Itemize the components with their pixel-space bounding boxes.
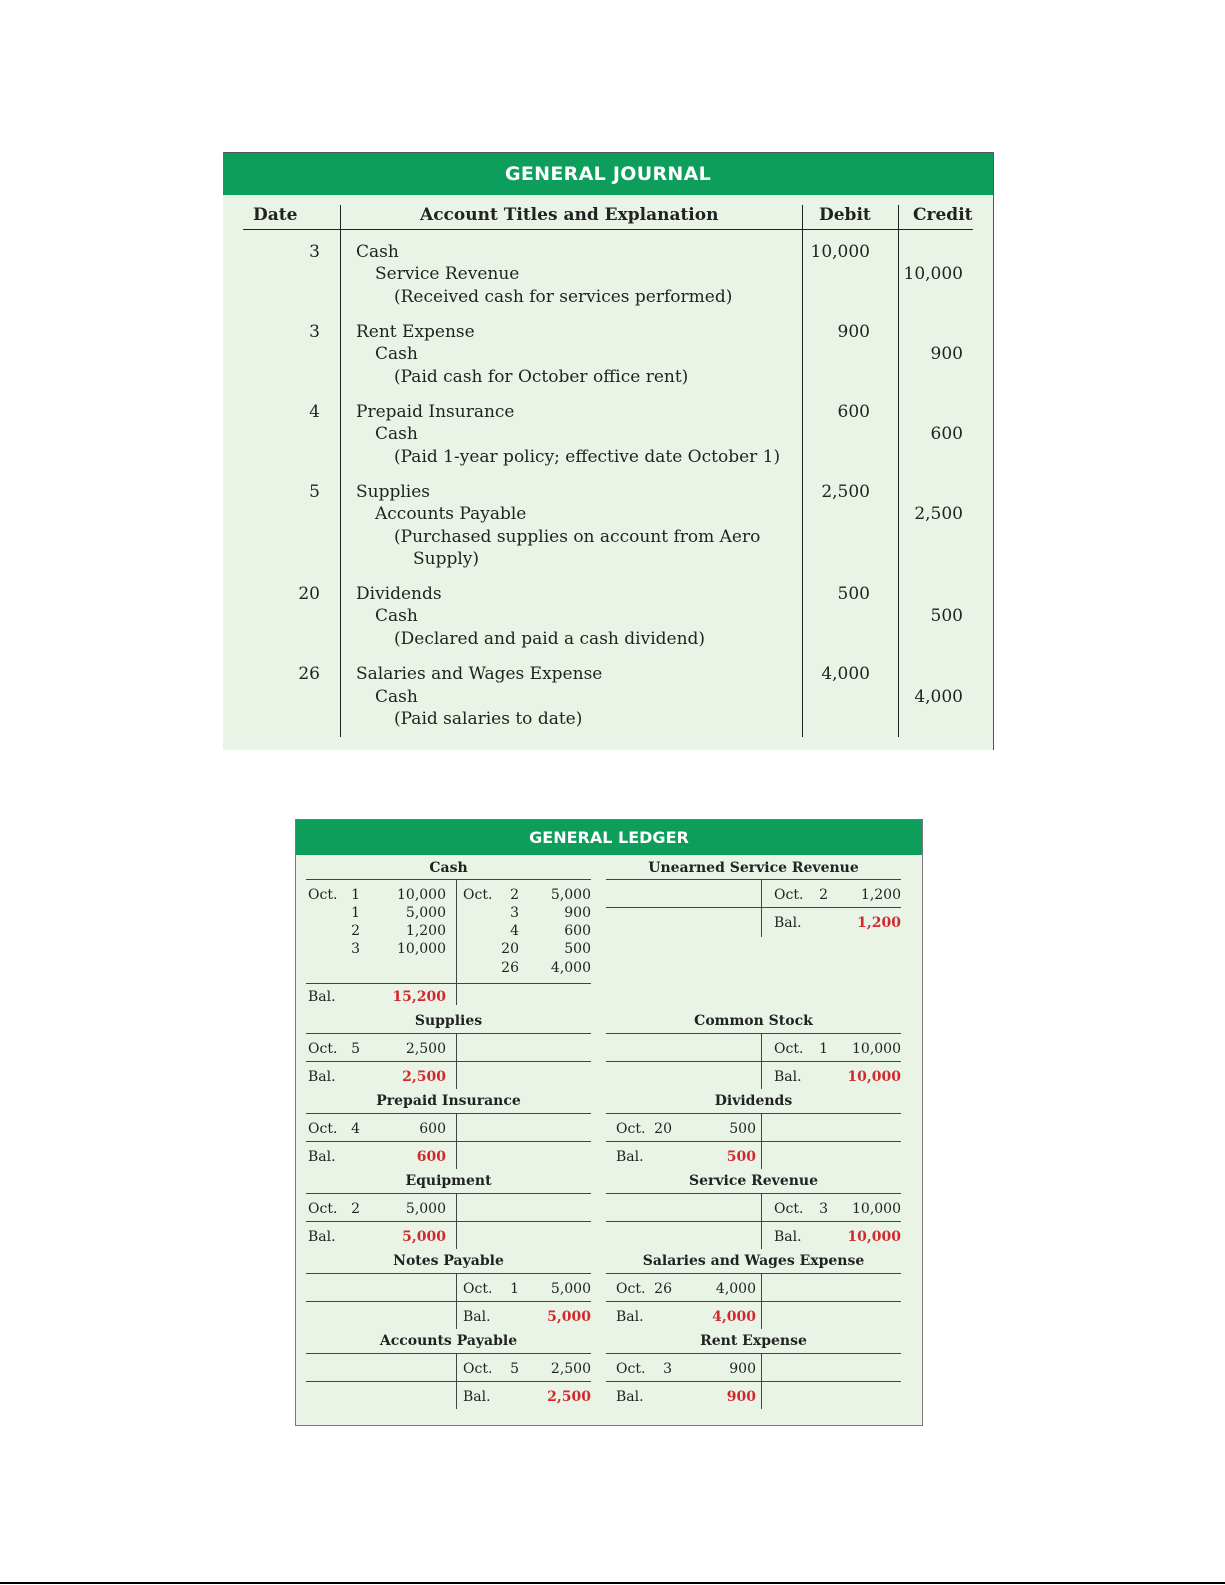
service-revenue-month: Oct.: [774, 1201, 804, 1217]
dividends-amount: 500: [729, 1121, 756, 1137]
service-revenue-account-title: Service Revenue: [688, 1173, 818, 1189]
common-stock-month: Oct.: [774, 1041, 804, 1057]
entry-debit-account: Dividends: [356, 584, 442, 604]
entry-explanation: (Paid 1-year policy; effective date October 1): [394, 447, 781, 467]
equipment-balance-label: Bal.: [308, 1229, 336, 1245]
entry-date: 26: [298, 664, 320, 684]
service-revenue-amount: 10,000: [852, 1201, 901, 1217]
notes-payable-t-rule: [306, 1273, 591, 1274]
prepaid-day: 4: [351, 1121, 360, 1137]
journal-title: GENERAL JOURNAL: [223, 153, 993, 195]
equipment-t-rule: [306, 1193, 591, 1194]
cash-credit-day: 20: [501, 941, 519, 957]
cash-account-title: Cash: [429, 860, 468, 876]
supplies-account-title: Supplies: [414, 1013, 483, 1029]
cash-credit-amount: 900: [564, 905, 591, 921]
unearned-account-title: Unearned Service Revenue: [648, 860, 859, 876]
entry-credit-amount: 10,000: [903, 264, 963, 284]
supplies-balance-label: Bal.: [308, 1069, 336, 1085]
entry-debit-account: Rent Expense: [356, 322, 475, 342]
entry-explanation: (Purchased supplies on account from Aero: [394, 527, 761, 547]
entry-credit-amount: 500: [930, 606, 963, 626]
dividends-balance-amount: 500: [726, 1149, 756, 1165]
entry-explanation: (Paid salaries to date): [394, 709, 583, 729]
entry-explanation: (Paid cash for October office rent): [394, 367, 689, 387]
notes-payable-balance-amount: 5,000: [547, 1309, 591, 1325]
accounts-payable-month: Oct.: [463, 1361, 493, 1377]
salaries-day: 26: [654, 1281, 672, 1297]
cash-total-rule: [306, 983, 591, 984]
common-stock-account-title: Common Stock: [694, 1013, 813, 1029]
general-ledger: [295, 819, 923, 1426]
common-stock-balance-amount: 10,000: [847, 1069, 901, 1085]
supplies-t-rule: [306, 1033, 591, 1034]
dividends-balance-label: Bal.: [616, 1149, 644, 1165]
common-stock-t-rule: [606, 1033, 901, 1034]
entry-date: 4: [309, 402, 320, 422]
debit-header: Debit: [819, 205, 871, 225]
unearned-amount: 1,200: [860, 887, 901, 903]
cash-credit-amount: 5,000: [550, 887, 591, 903]
notes-payable-total-rule: [306, 1301, 591, 1302]
notes-payable-day: 1: [510, 1281, 519, 1297]
entry-date: 5: [309, 482, 320, 502]
cash-t-divider: [456, 879, 457, 1005]
entry-debit-amount: 4,000: [821, 664, 870, 684]
unearned-day: 2: [819, 887, 828, 903]
entry-credit-account: Cash: [375, 424, 418, 444]
entry-credit-amount: 2,500: [914, 504, 963, 524]
account-header: Account Titles and Explanation: [420, 205, 719, 225]
cash-debit-amount: 5,000: [405, 905, 446, 921]
cash-debit-day: 1: [351, 887, 360, 903]
debit-column-rule: [802, 205, 803, 737]
page-bottom-rule: [0, 1582, 1225, 1584]
unearned-total-rule: [606, 907, 901, 908]
cash-debit-amount: 1,200: [405, 923, 446, 939]
credit-column-rule: [898, 205, 899, 737]
unearned-balance-amount: 1,200: [857, 915, 901, 931]
common-stock-day: 1: [819, 1041, 828, 1057]
supplies-day: 5: [351, 1041, 360, 1057]
entry-explanation: (Declared and paid a cash dividend): [394, 629, 706, 649]
salaries-amount: 4,000: [715, 1281, 756, 1297]
equipment-account-title: Equipment: [405, 1173, 492, 1189]
accounts-payable-account-title: Accounts Payable: [379, 1333, 518, 1349]
supplies-total-rule: [306, 1061, 591, 1062]
cash-balance-label: Bal.: [308, 989, 336, 1005]
entry-credit-account: Accounts Payable: [375, 504, 527, 524]
entry-credit-amount: 4,000: [914, 687, 963, 707]
supplies-balance-amount: 2,500: [402, 1069, 446, 1085]
service-revenue-day: 3: [819, 1201, 828, 1217]
prepaid-balance-label: Bal.: [308, 1149, 336, 1165]
entry-debit-account: Cash: [356, 242, 399, 262]
rent-t-rule: [606, 1353, 901, 1354]
prepaid-amount: 600: [419, 1121, 446, 1137]
accounts-payable-day: 5: [510, 1361, 519, 1377]
salaries-month: Oct.: [616, 1281, 646, 1297]
entry-debit-amount: 10,000: [810, 242, 870, 262]
entry-credit-amount: 600: [930, 424, 963, 444]
header-rule: [243, 229, 973, 230]
service-revenue-t-rule: [606, 1193, 901, 1194]
entry-debit-account: Prepaid Insurance: [356, 402, 515, 422]
rent-total-rule: [606, 1381, 901, 1382]
unearned-month: Oct.: [774, 887, 804, 903]
entry-debit-account: Supplies: [356, 482, 431, 502]
prepaid-t-rule: [306, 1113, 591, 1114]
salaries-total-rule: [606, 1301, 901, 1302]
accounts-payable-t-rule: [306, 1353, 591, 1354]
cash-credit-day: 2: [510, 887, 519, 903]
entry-credit-account: Service Revenue: [375, 264, 520, 284]
accounts-payable-balance-label: Bal.: [463, 1389, 491, 1405]
accounts-payable-balance-amount: 2,500: [547, 1389, 591, 1405]
entry-credit-account: Cash: [375, 687, 418, 707]
supplies-amount: 2,500: [405, 1041, 446, 1057]
rent-month: Oct.: [616, 1361, 646, 1377]
cash-debit-month: Oct.: [308, 887, 338, 903]
entry-credit-account: Cash: [375, 606, 418, 626]
entry-credit-amount: 900: [930, 344, 963, 364]
date-header: Date: [253, 205, 298, 225]
entry-date: 3: [309, 242, 320, 262]
entry-credit-account: Cash: [375, 344, 418, 364]
cash-credit-amount: 600: [564, 923, 591, 939]
cash-credit-month: Oct.: [463, 887, 493, 903]
cash-credit-day: 3: [510, 905, 519, 921]
accounts-payable-total-rule: [306, 1381, 591, 1382]
notes-payable-month: Oct.: [463, 1281, 493, 1297]
cash-debit-day: 2: [351, 923, 360, 939]
rent-amount: 900: [729, 1361, 756, 1377]
unearned-t-divider: [761, 879, 762, 937]
entry-explanation: Supply): [413, 549, 480, 569]
common-stock-amount: 10,000: [852, 1041, 901, 1057]
salaries-account-title: Salaries and Wages Expense: [642, 1253, 865, 1269]
cash-credit-day: 26: [501, 960, 519, 976]
equipment-month: Oct.: [308, 1201, 338, 1217]
equipment-balance-amount: 5,000: [402, 1229, 446, 1245]
equipment-amount: 5,000: [405, 1201, 446, 1217]
cash-credit-amount: 4,000: [550, 960, 591, 976]
service-revenue-total-rule: [606, 1221, 901, 1222]
dividends-total-rule: [606, 1141, 901, 1142]
cash-debit-amount: 10,000: [397, 941, 446, 957]
dividends-account-title: Dividends: [714, 1093, 793, 1109]
prepaid-month: Oct.: [308, 1121, 338, 1137]
rent-balance-amount: 900: [726, 1389, 756, 1405]
rent-account-title: Rent Expense: [700, 1333, 807, 1349]
accounts-payable-amount: 2,500: [550, 1361, 591, 1377]
cash-balance-amount: 15,200: [392, 989, 446, 1005]
cash-credit-amount: 500: [564, 941, 591, 957]
prepaid-balance-amount: 600: [416, 1149, 446, 1165]
dividends-t-rule: [606, 1113, 901, 1114]
cash-credit-day: 4: [510, 923, 519, 939]
service-revenue-balance-amount: 10,000: [847, 1229, 901, 1245]
equipment-day: 2: [351, 1201, 360, 1217]
notes-payable-amount: 5,000: [550, 1281, 591, 1297]
rent-day: 3: [663, 1361, 672, 1377]
dividends-day: 20: [654, 1121, 672, 1137]
entry-explanation: (Received cash for services performed): [394, 287, 733, 307]
entry-debit-amount: 2,500: [821, 482, 870, 502]
entry-debit-amount: 500: [837, 584, 870, 604]
entry-debit-amount: 900: [837, 322, 870, 342]
entry-date: 20: [298, 584, 320, 604]
unearned-balance-label: Bal.: [774, 915, 802, 931]
cash-debit-day: 3: [351, 941, 360, 957]
cash-t-rule: [306, 879, 591, 880]
common-stock-balance-label: Bal.: [774, 1069, 802, 1085]
date-column-rule: [340, 205, 341, 737]
ledger-title: GENERAL LEDGER: [296, 820, 922, 855]
salaries-balance-label: Bal.: [616, 1309, 644, 1325]
salaries-balance-amount: 4,000: [712, 1309, 756, 1325]
unearned-t-rule: [606, 879, 901, 880]
entry-date: 3: [309, 322, 320, 342]
entry-debit-amount: 600: [837, 402, 870, 422]
supplies-month: Oct.: [308, 1041, 338, 1057]
cash-debit-day: 1: [351, 905, 360, 921]
general-journal: [223, 152, 994, 750]
prepaid-account-title: Prepaid Insurance: [376, 1093, 521, 1109]
entry-debit-account: Salaries and Wages Expense: [356, 664, 603, 684]
dividends-month: Oct.: [616, 1121, 646, 1137]
salaries-t-rule: [606, 1273, 901, 1274]
cash-debit-amount: 10,000: [397, 887, 446, 903]
common-stock-total-rule: [606, 1061, 901, 1062]
notes-payable-account-title: Notes Payable: [393, 1253, 504, 1269]
prepaid-total-rule: [306, 1141, 591, 1142]
notes-payable-balance-label: Bal.: [463, 1309, 491, 1325]
credit-header: Credit: [913, 205, 973, 225]
rent-balance-label: Bal.: [616, 1389, 644, 1405]
service-revenue-balance-label: Bal.: [774, 1229, 802, 1245]
equipment-total-rule: [306, 1221, 591, 1222]
